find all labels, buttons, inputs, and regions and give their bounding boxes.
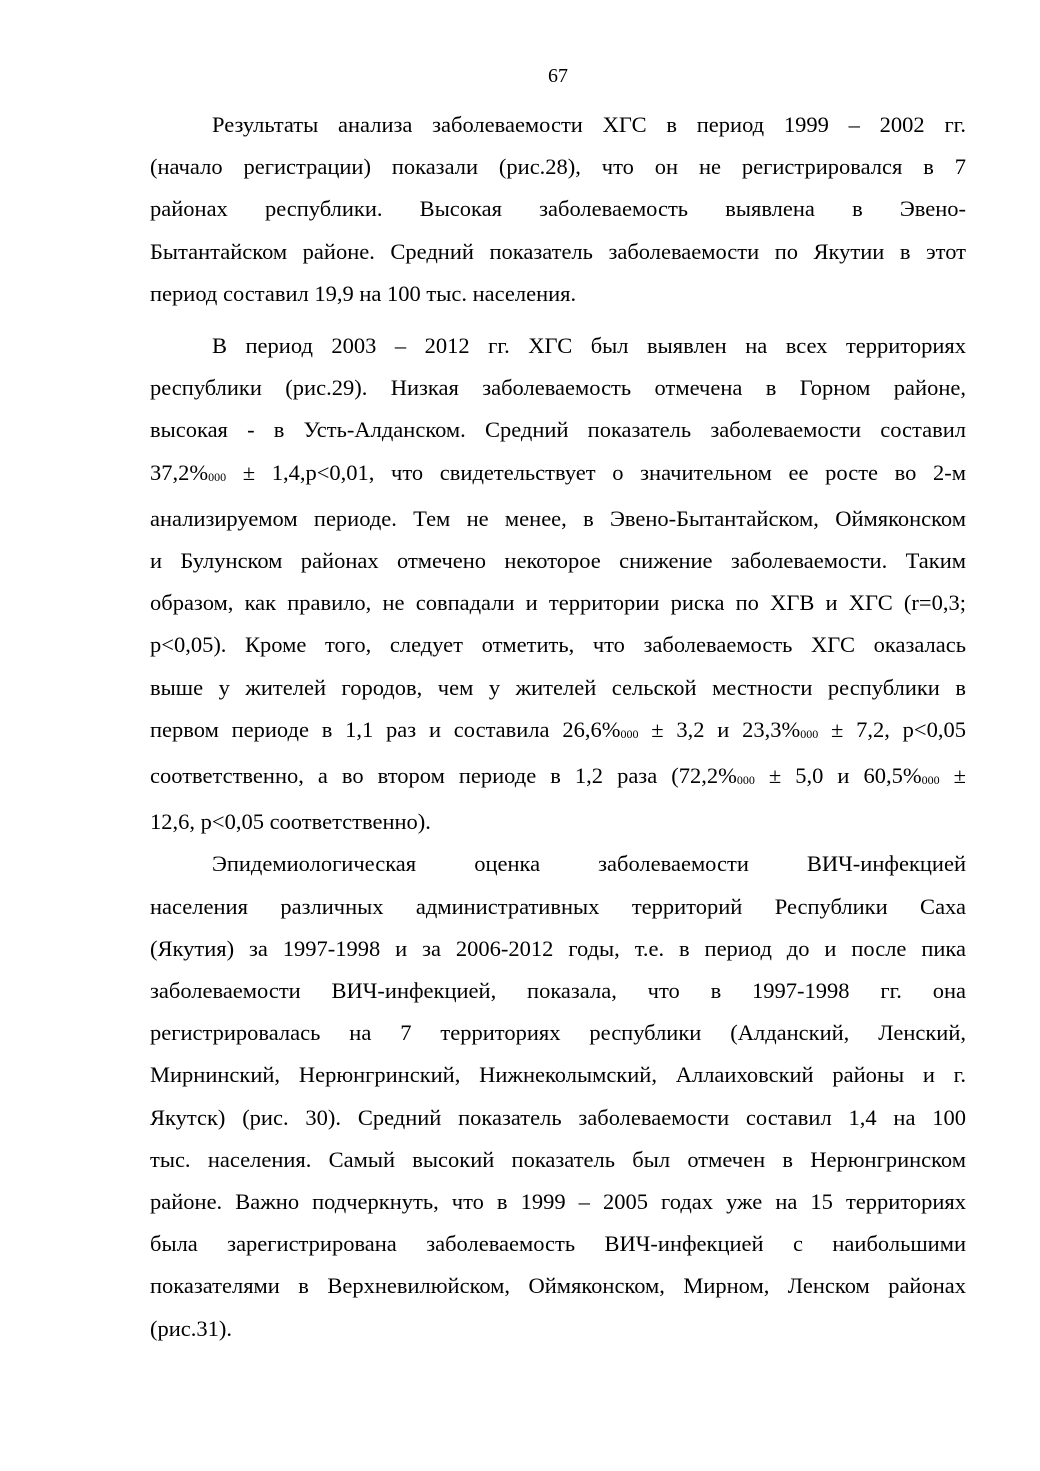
text-line: показателями в Верхневилюйском, Оймяконском, Мирном, Ленском районах: [150, 1273, 966, 1299]
text-line: высокая - в Усть-Алданском. Средний показатель заболеваемости составил: [150, 417, 966, 443]
text-line: [150, 755, 966, 801]
text-fragment: ±: [939, 763, 966, 789]
paragraph-hcv-2003-2012: [150, 325, 966, 843]
text-line: Мирнинский, Нерюнгринский, Нижнеколымский, Аллаиховский районы и г.: [150, 1062, 966, 1088]
text-line: районах республики. Высокая заболеваемость выявлена в Эвено-: [150, 196, 966, 222]
text-line: Результаты анализа заболеваемости ХГС в период 1999 – 2002 гг.: [212, 112, 966, 137]
text-line: была зарегистрирована заболеваемость ВИЧ-инфекцией с наибольшими: [150, 1231, 966, 1257]
per-100000-subscript: 000: [620, 726, 639, 741]
text-fragment: ± 1,4,p<0,01, что свидетельствует о значительном ее росте во 2-м: [226, 459, 966, 485]
text-line: [150, 452, 966, 498]
text-fragment: первом периоде в 1,1 раз и составила 26,6%: [150, 716, 621, 742]
text-line: заболеваемости ВИЧ-инфекцией, показала, что в 1997-1998 гг. она: [150, 978, 966, 1004]
text-line: Эпидемиологическая оценка заболеваемости ВИЧ-инфекцией: [212, 851, 966, 877]
text-line: p<0,05). Кроме того, следует отметить, что заболеваемость ХГС оказалась: [150, 632, 966, 658]
paragraph-hcv-1999-2002: [150, 104, 966, 315]
text-line: республики (рис.29). Низкая заболеваемость отмечена в Горном районе,: [150, 375, 966, 401]
text-line: анализируемом периоде. Тем не менее, в Эвено-Бытантайском, Оймяконском: [150, 505, 966, 531]
text-line: регистрировалась на 7 территориях республики (Алданский, Ленский,: [150, 1020, 966, 1046]
text-line: Якутск) (рис. 30). Средний показатель заболеваемости составил 1,4 на 100: [150, 1104, 966, 1130]
text-line: 12,6, p<0,05 соответственно).: [150, 809, 431, 835]
text-line: Бытантайском районе. Средний показатель заболеваемости по Якутии в этот: [150, 238, 966, 264]
per-100000-subscript: 000: [736, 773, 755, 788]
text-fragment: ± 5,0 и 60,5%: [754, 763, 922, 789]
text-fragment: ± 7,2, p<0,05: [818, 716, 967, 742]
text-line: тыс. населения. Самый высокий показатель был отмечен в Нерюнгринском: [150, 1146, 966, 1172]
text-fragment: ± 3,2 и 23,3%: [638, 716, 801, 742]
text-line: (Якутия) за 1997-1998 и за 2006-2012 годы, т.е. в период до и после пика: [150, 935, 966, 961]
text-line: населения различных административных территорий Республики Саха: [150, 893, 966, 919]
text-line: период составил 19,9 на 100 тыс. населения.: [150, 280, 577, 306]
per-100000-subscript: 000: [800, 726, 819, 741]
text-line: [150, 709, 966, 755]
per-100000-subscript: 000: [921, 773, 940, 788]
page-number: 67: [548, 65, 568, 87]
text-line: и Булунском районах отмечено некоторое снижение заболеваемости. Таким: [150, 548, 966, 574]
text-line: районе. Важно подчеркнуть, что в 1999 – 2005 годах уже на 15 территориях: [150, 1189, 966, 1215]
text-line: (рис.31).: [150, 1315, 233, 1341]
paragraph-hiv-assessment: [150, 843, 966, 1349]
text-line: образом, как правило, не совпадали и территории риска по ХГВ и ХГС (r=0,3;: [150, 590, 966, 616]
text-fragment: 37,2%: [150, 459, 209, 485]
text-line: В период 2003 – 2012 гг. ХГС был выявлен на всех территориях: [212, 333, 966, 359]
page-body: [150, 104, 966, 1350]
per-100000-subscript: 000: [208, 469, 227, 484]
text-line: (начало регистрации) показали (рис.28), что он не регистрировался в 7: [150, 154, 966, 180]
text-fragment: соответственно, а во втором периоде в 1,2 раза (72,2%: [150, 763, 737, 789]
text-line: выше у жителей городов, чем у жителей сельской местности республики в: [150, 674, 966, 700]
